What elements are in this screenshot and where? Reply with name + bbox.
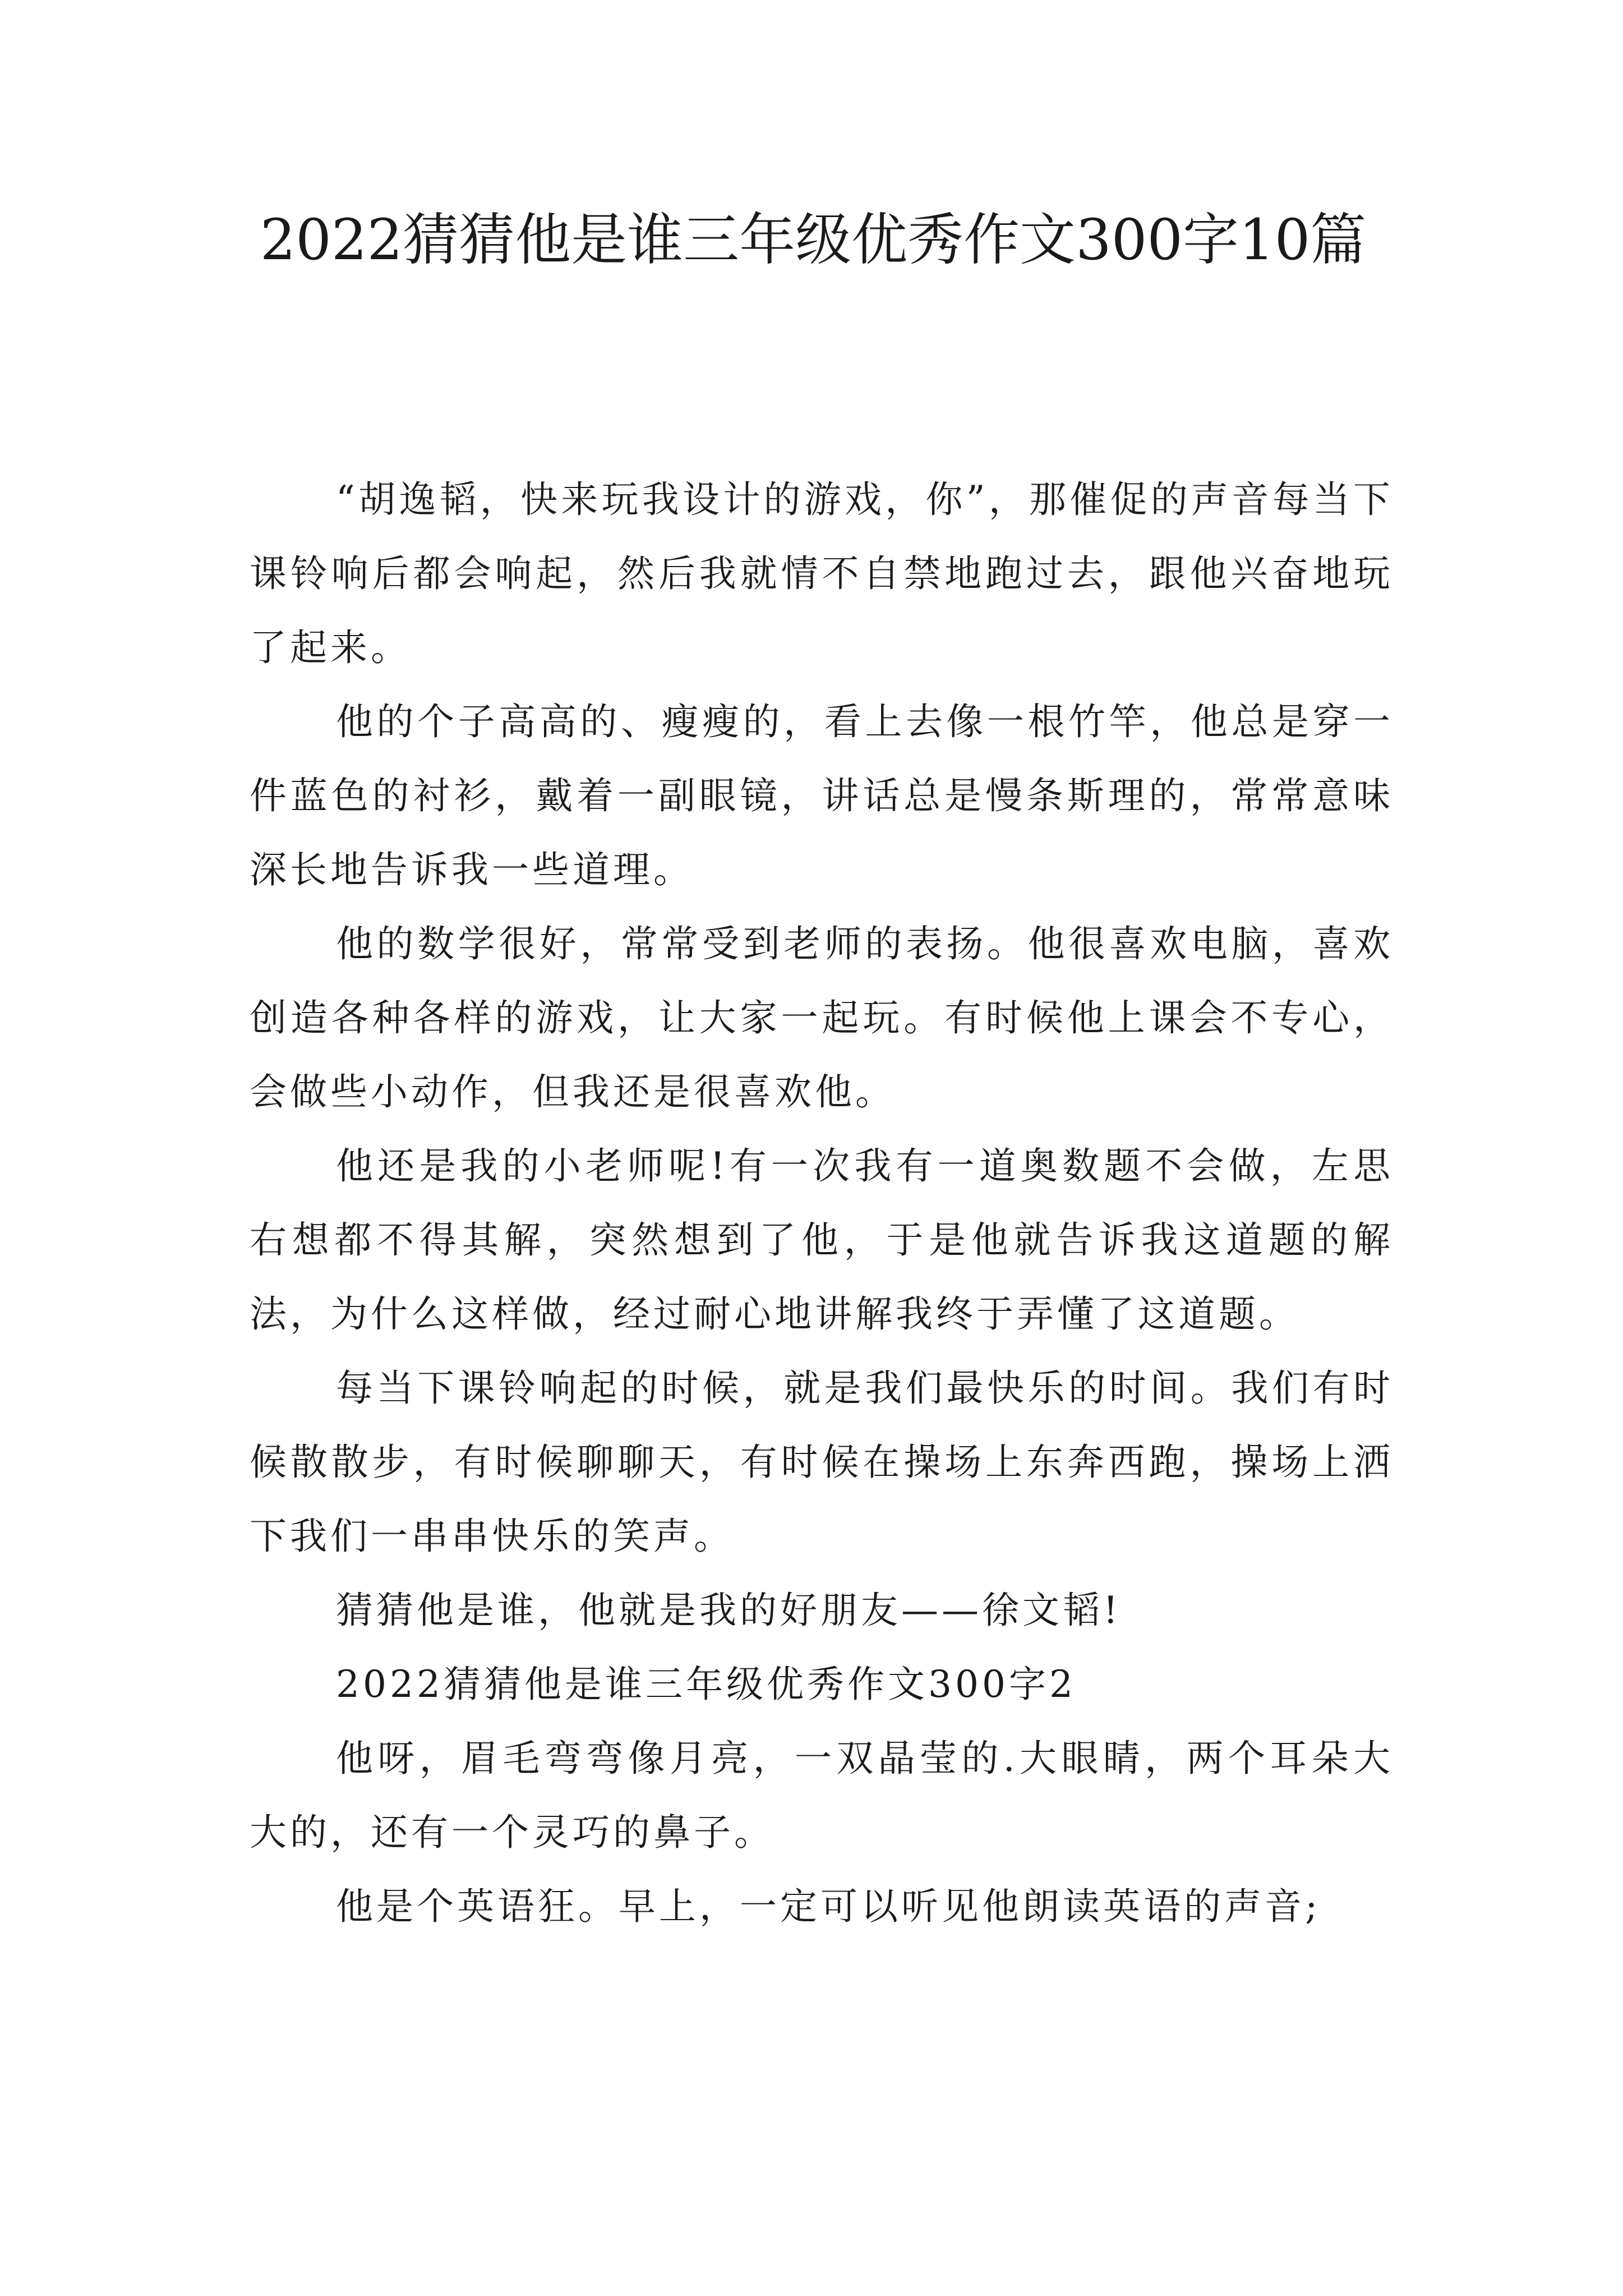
paragraph: 他的个子高高的、瘦瘦的，看上去像一根竹竿，他总是穿一件蓝色的衬衫，戴着一副眼镜，讲话总是慢条斯理的，常常意味深长地告诉我一些道理。 <box>250 700 1394 891</box>
paragraph: 他是个英语狂。早上，一定可以听见他朗读英语的声音; <box>336 1885 1321 1928</box>
section-heading: 2022猜猜他是谁三年级优秀作文300字2 <box>336 1663 1076 1706</box>
paragraph: 他的数学很好，常常受到老师的表扬。他很喜欢电脑，喜欢创造各种各样的游戏，让大家一起玩。有时候他上课会不专心，会做些小动作，但我还是很喜欢他。 <box>250 922 1394 1114</box>
paragraph: 他呀，眉毛弯弯像月亮，一双晶莹的.大眼睛，两个耳朵大大的，还有一个灵巧的鼻子。 <box>250 1737 1394 1854</box>
document-body <box>250 463 1394 1944</box>
paragraph: 猜猜他是谁，他就是我的好朋友——徐文韬! <box>336 1589 1122 1632</box>
document-title: 2022猜猜他是谁三年级优秀作文300字10篇 <box>260 207 1367 273</box>
paragraph: “胡逸韬，快来玩我设计的游戏，你”，那催促的声音每当下课铃响后都会响起，然后我就情不自禁地跑过去，跟他兴奋地玩了起来。 <box>250 478 1394 669</box>
paragraph: 每当下课铃响起的时候，就是我们最快乐的时间。我们有时候散散步，有时候聊聊天，有时候在操场上东奔西跑，操场上洒下我们一串串快乐的笑声。 <box>250 1366 1394 1558</box>
paragraph: 他还是我的小老师呢!有一次我有一道奥数题不会做，左思右想都不得其解，突然想到了他，于是他就告诉我这道题的解法，为什么这样做，经过耐心地讲解我终于弄懂了这道题。 <box>250 1144 1394 1336</box>
